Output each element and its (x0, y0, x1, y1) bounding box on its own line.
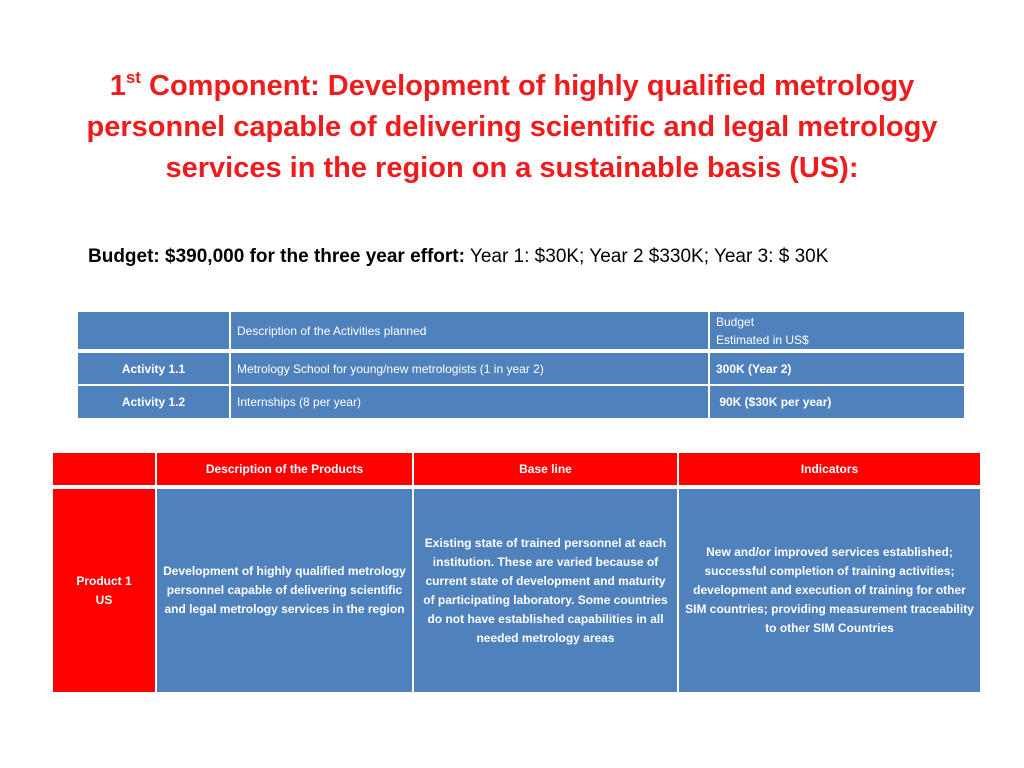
budget-rest: Year 1: $30K; Year 2 $330K; Year 3: $ 30K (464, 246, 829, 267)
activities-header-row (77, 311, 965, 351)
product-id (52, 487, 156, 693)
budget-header-line2: Estimated in US$ (716, 332, 809, 347)
activity-budget: 300K (Year 2) (709, 351, 965, 385)
activities-header-description: Description of the Activities planned (230, 311, 709, 351)
products-header-description: Description of the Products (156, 452, 413, 487)
products-header-row (52, 452, 981, 487)
table-row (52, 487, 981, 693)
budget-bold: Budget: $390,000 for the three year effort: (88, 246, 465, 267)
table-row (77, 351, 965, 385)
budget-header-line1: Budget (716, 314, 755, 329)
budget-line (88, 246, 988, 268)
activities-header-budget (709, 311, 965, 351)
title-prefix: 1 (109, 70, 126, 102)
activity-budget: 90K ($30K per year) (709, 385, 965, 419)
products-table (51, 451, 982, 694)
product-id-line2: US (95, 592, 113, 607)
products-header-indicators: Indicators (678, 452, 981, 487)
products-header-id (52, 452, 156, 487)
title-text: Component: Development of highly qualified metrology personnel capable of delivering scientific and legal metrology services in the region on a sustainable basis (US): (86, 70, 938, 184)
activities-header-id (77, 311, 230, 351)
product-baseline: Existing state of trained personnel at each institution. These are varied because of current state of development and maturity of participating laboratory. Some countries do not have established capabilities in all needed metrology areas (413, 487, 678, 693)
activity-id: Activity 1.1 (77, 351, 230, 385)
title-superscript: st (125, 68, 141, 87)
product-description: Development of highly qualified metrology personnel capable of delivering scientific and legal metrology services in the region (156, 487, 413, 693)
activity-description: Metrology School for young/new metrologists (1 in year 2) (230, 351, 709, 385)
page-title (40, 66, 984, 189)
activity-id: Activity 1.2 (77, 385, 230, 419)
table-row (77, 385, 965, 419)
product-id-line1: Product 1 (76, 573, 132, 588)
products-header-baseline: Base line (413, 452, 678, 487)
activities-table (76, 310, 966, 420)
activity-description: Internships (8 per year) (230, 385, 709, 419)
product-indicators: New and/or improved services established; successful completion of training activities; development and execution of training for other SIM countries; providing measurement traceability to other SIM Countries (678, 487, 981, 693)
